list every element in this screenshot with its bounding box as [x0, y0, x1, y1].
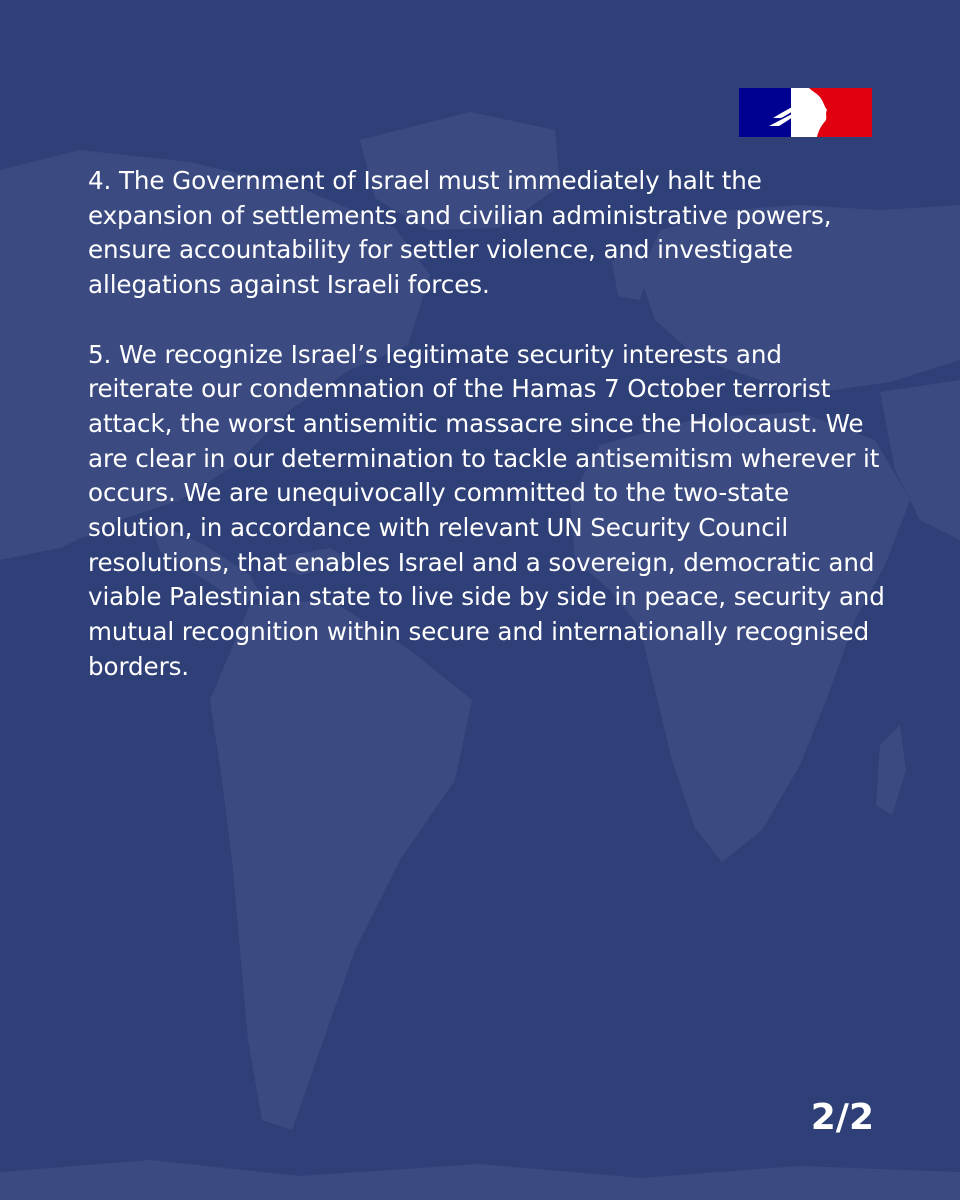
statement-text	[88, 164, 888, 685]
statement-paragraph-5: 5. We recognize Israel’s legitimate security interests and reiterate our condemnation of the Hamas 7 October terrorist attack, the worst antisemitic massacre since the Holocaust. We are clear in our determination to tackle antisemitism wherever it occurs. We are unequivocally committed to the two-state solution, in accordance with relevant UN Security Council resolutions, that enables Israel and a sovereign, democratic and viable Palestinian state to live side by side in peace, security and mutual recognition within secure and internationally recognised borders.	[88, 339, 885, 681]
madagascar-shape	[876, 725, 906, 815]
marianne-flag-icon	[739, 88, 872, 137]
page-counter: 2/2	[810, 1097, 874, 1138]
antarctica-shape	[0, 1160, 960, 1200]
statement-paragraph-4: 4. The Government of Israel must immediately halt the expansion of settlements and civilian administrative powers, ensure accountability for settler violence, and investigate allegations against Israeli forces.	[88, 166, 832, 300]
